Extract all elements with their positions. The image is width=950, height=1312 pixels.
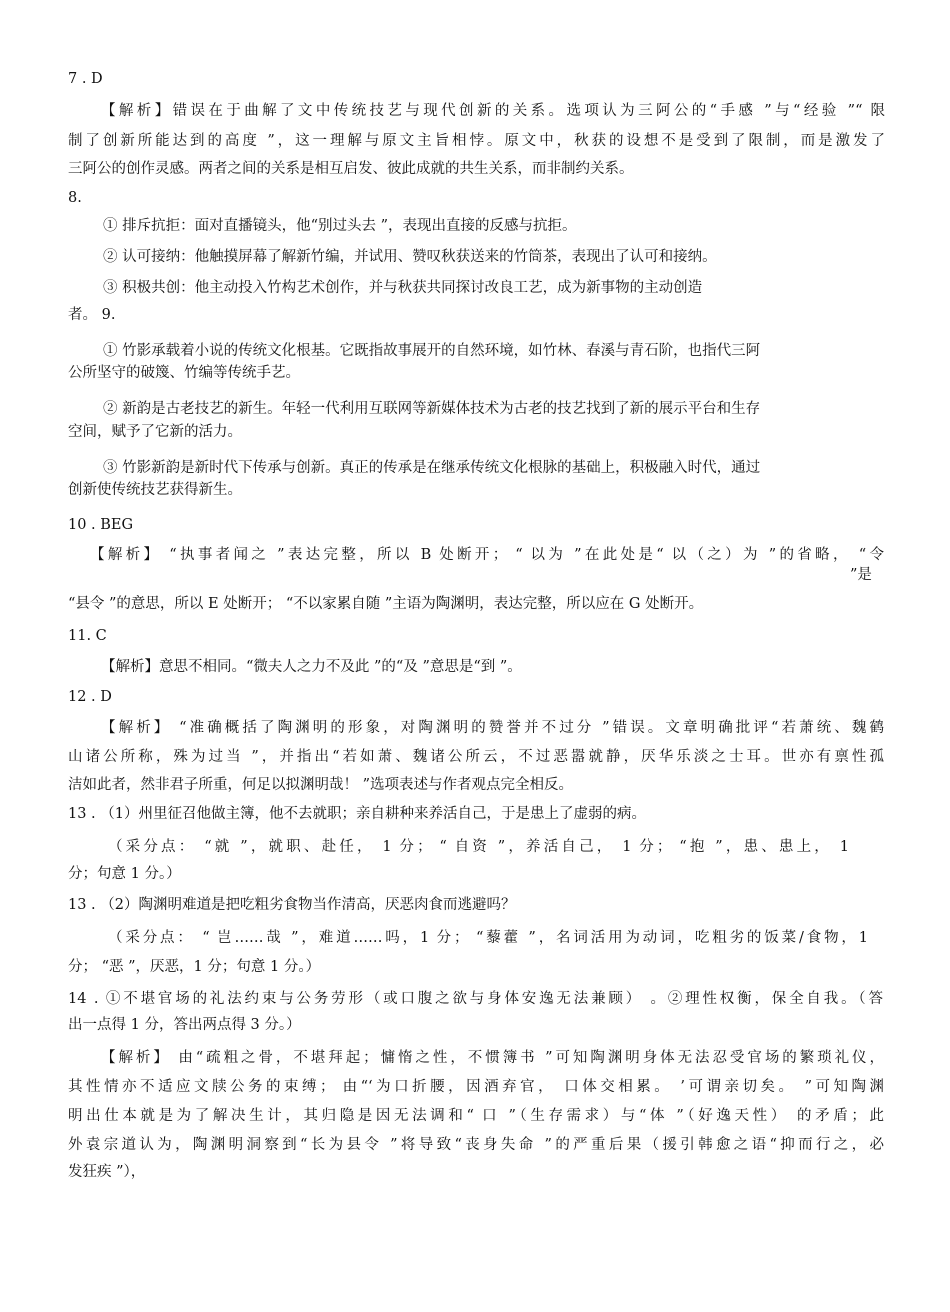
text-line: 7 . D [68,71,103,87]
text-line: 三阿公的创作灵感。两者之间的关系是相互启发、彼此成就的共生关系，而非制约关系。 [68,161,634,177]
text-line: ① 竹影承载着小说的传统文化根基。它既指故事展开的自然环境，如竹林、春溪与青石阶，也指代三阿 [103,343,761,359]
text-line: 【解析】 “执事者闻之 ”表达完整，所以 B 处断开； “ 以为 ”在此处是“ 以（之）为 ”的省略， “令 [90,547,884,563]
text-line: ③ 竹影新韵是新时代下传承与创新。真正的传承是在继承传统文化根脉的基础上，积极融入时代，通过 [103,460,761,476]
text-line: 其性情亦不适应文牍公务的束缚； 由“‘为口折腰，因酒弃官， 口体交相累。 ’可谓亲切矣。 ”可知陶渊 [68,1079,884,1095]
text-line: 13 . （1）州里征召他做主簿，他不去就职；亲自耕种来养活自己，于是患上了虚弱的病。 [68,806,646,822]
text-line: 8. [68,190,82,206]
text-line: 明出仕本就是为了解决生计，其归隐是因无法调和“ 口 ”（生存需求）与“体 ”（好逸天性） 的矛盾；此 [68,1108,884,1124]
text-line: “县令 ”的意思，所以 E 处断开； “不以家累自随 ”主语为陶渊明，表达完整，所以应在 G 处断开。 [68,596,704,612]
text-line: ③ 积极共创：他主动投入竹构艺术创作，并与秋获共同探讨改良工艺，成为新事物的主动创造 [103,280,703,296]
text-line: 【解析】意思不相同。“微夫人之力不及此 ”的“及 ”意思是“到 ”。 [101,659,522,675]
text-line: （采分点： “就 ”，就职、赴任， 1 分； “ 自资 ”，养活自己， 1 分； “抱 ”，患、患上， 1 [108,839,849,855]
text-line: （采分点： “ 岂……哉 ”，难道……吗，1 分； “藜藿 ”，名词活用为动词，吃粗劣的饭菜/食物，1 [108,930,868,946]
text-line: 发狂疾 ”）， [68,1164,146,1180]
text-line: 外袁宗道认为，陶渊明洞察到“长为县令 ”将导致“丧身失命 ”的严重后果（援引韩愈之语“抑而行之，必 [68,1137,884,1153]
text-line: 分； “恶 ”，厌恶，1 分；句意 1 分。） [68,959,321,975]
text-line: 者。 9. [68,307,116,323]
text-line: ”是 [850,567,872,583]
text-line: 【解析】错误在于曲解了文中传统技艺与现代创新的关系。选项认为三阿公的“手感 ”与“经验 ”“ 限 [101,103,885,119]
text-line: 分；句意 1 分。） [68,866,181,882]
text-line: 空间，赋予了它新的活力。 [68,424,242,440]
text-line: 13 . （2）陶渊明难道是把吃粗劣食物当作清高，厌恶肉食而逃避吗？ [68,897,516,913]
text-line: 创新使传统技艺获得新生。 [68,482,242,498]
text-line: 【解析】 由“疏粗之骨，不堪拜起；慵惰之性，不惯簿书 ”可知陶渊明身体无法忍受官场的繁琐礼仪， [101,1050,884,1066]
text-line: ② 认可接纳：他触摸屏幕了解新竹编，并试用、赞叹秋获送来的竹筒茶，表现出了认可和接纳。 [103,249,717,265]
text-line: 出一点得 1 分，答出两点得 3 分。） [68,1017,301,1033]
text-line: 山诸公所称，殊为过当 ”，并指出“若如萧、魏诸公所云，不过恶嚣就静，厌华乐淡之士耳。世亦有禀性孤 [68,749,884,765]
text-line: 制了创新所能达到的高度 ”，这一理解与原文主旨相悖。原文中，秋获的设想不是受到了限制，而是激发了 [68,133,885,149]
text-line: ② 新韵是古老技艺的新生。年轻一代利用互联网等新媒体技术为古老的技艺找到了新的展示平台和生存 [103,401,761,417]
text-line: 10 . BEG [68,517,134,533]
text-line: 公所坚守的破篾、竹编等传统手艺。 [68,365,300,381]
text-line: 11. C [68,628,107,644]
text-line: 12 . D [68,689,112,705]
text-line: 14 . ①不堪官场的礼法约束与公务劳形（或口腹之欲与身体安逸无法兼顾） 。②理性权衡，保全自我。（答 [68,991,883,1007]
text-line: ① 排斥抗拒：面对直播镜头，他“别过头去 ”，表现出直接的反感与抗拒。 [103,218,577,234]
text-line: 洁如此者，然非君子所重，何足以拟渊明哉！ ”选项表述与作者观点完全相反。 [68,777,574,793]
text-line: 【解析】 “准确概括了陶渊明的形象，对陶渊明的赞誉并不过分 ”错误。文章明确批评“若萧统、魏鹤 [101,720,884,736]
